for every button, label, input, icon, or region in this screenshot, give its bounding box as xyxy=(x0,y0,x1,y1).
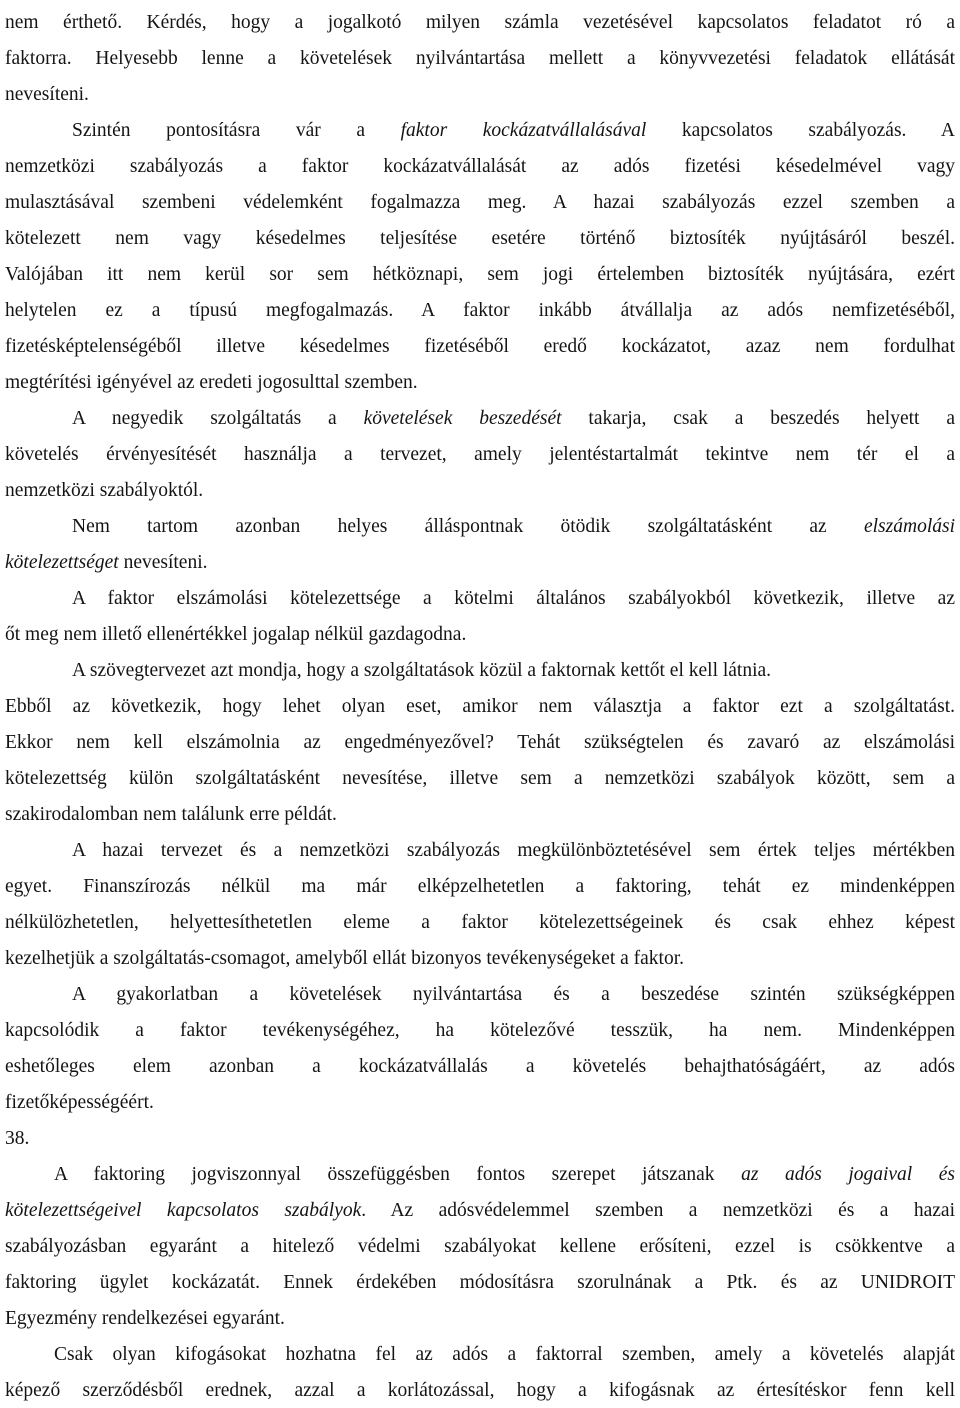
text-segment: kötelezettség külön szolgáltatásként nevesítése, illetve sem a nemzetközi szabályok között, sem a xyxy=(5,768,955,789)
text-segment: megtérítési igényével az eredeti jogosulttal szemben. xyxy=(5,372,418,393)
text-line xyxy=(5,82,955,108)
text-line xyxy=(5,442,955,468)
text-segment: Valójában itt nem kerül sor sem hétköznapi, sem jogi értelemben biztosíték nyújtására, ezért xyxy=(5,264,955,285)
text-segment: 38. xyxy=(5,1128,30,1149)
text-segment: . Az adósvédelemmel szemben a nemzetközi és a hazai xyxy=(361,1200,955,1221)
text-line xyxy=(54,1342,955,1368)
italic-text: faktor kockázatvállalásával xyxy=(400,120,647,141)
text-line xyxy=(72,586,955,612)
text-segment: A gyakorlatban a követelések nyilvántartása és a beszedése szintén szükségképpen xyxy=(72,984,955,1005)
text-segment: mulasztásával szembeni védelemként fogalmazza meg. A hazai szabályozás ezzel szemben a xyxy=(5,192,955,213)
text-line xyxy=(54,1162,955,1188)
text-line xyxy=(5,802,955,828)
text-line xyxy=(72,514,955,540)
text-segment: Ekkor nem kell elszámolnia az engedményezővel? Tehát szükségtelen és zavaró az elszámolási xyxy=(5,732,955,753)
text-segment: kapcsolódik a faktor tevékenységéhez, ha kötelezővé tesszük, ha nem. Mindenképpen xyxy=(5,1020,955,1041)
text-line xyxy=(5,334,955,360)
text-line xyxy=(5,154,955,180)
italic-text: követelések beszedését xyxy=(363,408,562,429)
text-segment: Nem tartom azonban helyes álláspontnak ötödik szolgáltatásként az xyxy=(72,516,864,537)
text-segment: fizetésképtelenségéből illetve késedelmes fizetéséből eredő kockázatot, azaz nem fordulhat xyxy=(5,336,955,357)
text-segment: egyet. Finanszírozás nélkül ma már elképzelhetetlen a faktoring, tehát ez mindenképpen xyxy=(5,876,955,897)
text-line xyxy=(5,370,955,396)
text-segment: takarja, csak a beszedés helyett a xyxy=(561,408,955,429)
text-segment: Csak olyan kifogásokat hozhatna fel az adós a faktorral szemben, amely a követelés alapját xyxy=(54,1344,955,1365)
text-line xyxy=(5,694,955,720)
text-line xyxy=(5,1378,955,1404)
text-line xyxy=(5,622,955,648)
text-line xyxy=(72,658,955,684)
text-line xyxy=(5,1306,955,1332)
text-segment: Egyezmény rendelkezései egyaránt. xyxy=(5,1308,285,1329)
text-segment: nemzetközi szabályozás a faktor kockázatvállalását az adós fizetési késedelmével vagy xyxy=(5,156,955,177)
text-segment: A hazai tervezet és a nemzetközi szabályozás megkülönböztetésével sem értek teljes mértékben xyxy=(72,840,955,861)
text-segment: nevesíteni. xyxy=(118,552,208,573)
text-segment: kapcsolatos szabályozás. A xyxy=(646,120,956,141)
text-segment: Szintén pontosításra vár a xyxy=(72,120,401,141)
text-line xyxy=(72,838,955,864)
text-segment: követelés érvényesítését használja a tervezet, amely jelentéstartalmát tekintve nem tér el a xyxy=(5,444,955,465)
text-line xyxy=(5,46,955,72)
italic-text: kötelezettséget xyxy=(5,552,119,573)
text-line xyxy=(5,1054,955,1080)
text-line xyxy=(5,478,955,504)
text-line xyxy=(5,298,955,324)
text-segment: eshetőleges elem azonban a kockázatvállalás a követelés behajthatóságáért, az adós xyxy=(5,1056,955,1077)
italic-text: az adós jogaival és xyxy=(741,1164,955,1185)
text-segment: A faktoring jogviszonnyal összefüggésben fontos szerepet játszanak xyxy=(54,1164,742,1185)
text-segment: helytelen ez a típusú megfogalmazás. A faktor inkább átvállalja az adós nemfizetéséből, xyxy=(5,300,955,321)
text-segment: szakirodalomban nem találunk erre példát. xyxy=(5,804,337,825)
italic-text: kötelezettségeivel kapcsolatos szabályok xyxy=(5,1200,362,1221)
text-segment: A szövegtervezet azt mondja, hogy a szolgáltatások közül a faktornak kettőt el kell látnia. xyxy=(72,660,772,681)
text-line xyxy=(72,406,955,432)
text-line xyxy=(5,946,955,972)
text-line xyxy=(5,730,955,756)
text-line xyxy=(5,1234,955,1260)
italic-text: elszámolási xyxy=(863,516,955,537)
text-segment: A faktor elszámolási kötelezettsége a kötelmi általános szabályokból következik, illetve az xyxy=(72,588,955,609)
text-line xyxy=(5,910,955,936)
text-segment: fizetőképességéért. xyxy=(5,1092,154,1113)
text-line xyxy=(5,550,955,576)
text-line xyxy=(72,118,955,144)
text-line xyxy=(5,766,955,792)
text-line xyxy=(5,1018,955,1044)
text-segment: A negyedik szolgáltatás a xyxy=(72,408,364,429)
text-line xyxy=(5,226,955,252)
text-segment: őt meg nem illető ellenértékkel jogalap nélkül gazdagodna. xyxy=(5,624,467,645)
text-segment: kezelhetjük a szolgáltatás-csomagot, amelyből ellát bizonyos tevékenységeket a faktor. xyxy=(5,948,685,969)
text-segment: nélkülözhetetlen, helyettesíthetetlen eleme a faktor kötelezettségeinek és csak ehhez képest xyxy=(5,912,955,933)
text-segment: szabályozásban egyaránt a hitelező védelmi szabályokat kellene erősíteni, ezzel is csökkentve a xyxy=(5,1236,955,1257)
text-line xyxy=(72,982,955,1008)
text-segment: képező szerződésből erednek, azzal a korlátozással, hogy a kifogásnak az értesítéskor fenn kell xyxy=(5,1380,955,1401)
text-segment: Ebből az következik, hogy lehet olyan eset, amikor nem választja a faktor ezt a szolgáltatást. xyxy=(5,696,955,717)
text-line xyxy=(5,1126,955,1152)
text-segment: nemzetközi szabályoktól. xyxy=(5,480,204,501)
text-segment: nevesíteni. xyxy=(5,84,89,105)
text-line xyxy=(5,874,955,900)
text-segment: faktorra. Helyesebb lenne a követelések nyilvántartása mellett a könyvvezetési feladatok ellátását xyxy=(5,48,955,69)
text-line xyxy=(5,262,955,288)
text-line xyxy=(5,1270,955,1296)
text-segment: nem érthető. Kérdés, hogy a jogalkotó milyen számla vezetésével kapcsolatos feladatot ró a xyxy=(5,12,955,33)
text-line xyxy=(5,1090,955,1116)
text-line xyxy=(5,190,955,216)
text-line xyxy=(5,10,955,36)
text-line xyxy=(5,1198,955,1224)
text-segment: faktoring ügylet kockázatát. Ennek érdekében módosításra szorulnának a Ptk. és az UNIDROIT xyxy=(5,1272,955,1293)
text-segment: kötelezett nem vagy késedelmes teljesítése esetére történő biztosíték nyújtásáról beszél. xyxy=(5,228,955,249)
